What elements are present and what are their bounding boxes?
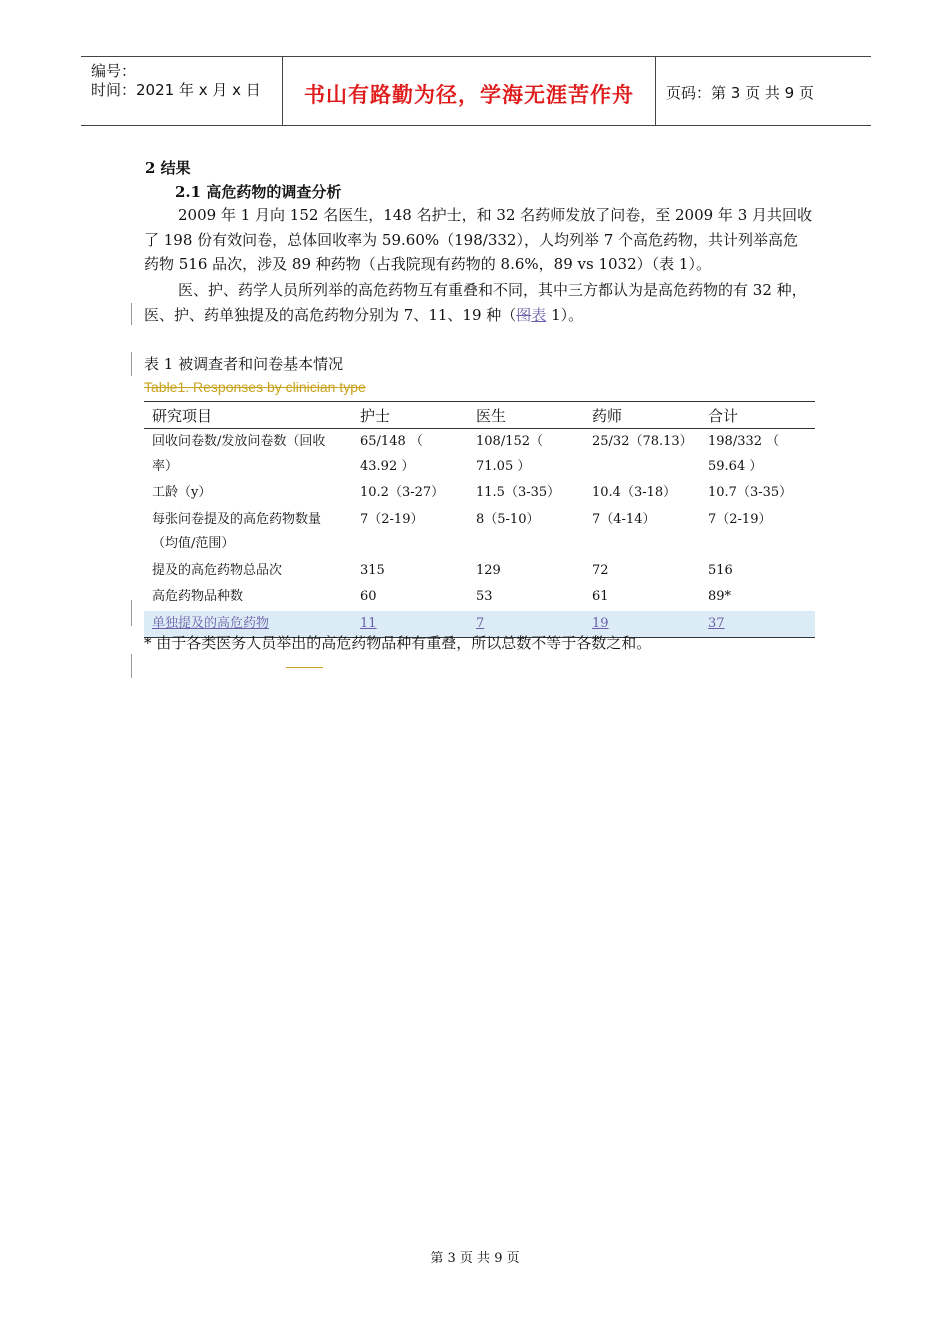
table-cell: 7（4-14） xyxy=(592,511,656,527)
revision-mark xyxy=(286,666,323,668)
change-bar xyxy=(131,303,132,325)
deleted-text: 图 xyxy=(516,305,532,324)
table-caption-english-deleted: Table1. Responses by clinician type xyxy=(144,379,366,395)
paragraph-2 xyxy=(144,278,812,327)
table-cell: 高危药物品种数 xyxy=(152,589,244,604)
table-row xyxy=(144,584,815,611)
table-cell: 89* xyxy=(708,589,732,604)
table-cell: 提及的高危药物总品次 xyxy=(152,562,283,578)
inserted-cell-link[interactable]: 7 xyxy=(476,615,485,631)
table-cell: 65/148 （ 43.92 ） xyxy=(360,434,423,474)
paragraph-1: 2009 年 1 月向 152 名医生，148 名护士，和 32 名药师发放了问卷，至 2009 年 3 月共回收了 198 份有效问卷，总体回收率为 59.60%（198/332），人均列举 7 个高危药物，共计列举高危药物 516 品次，涉及 89 种药物（占我院现有药物的 8.6%，89 vs 1032）（表 1）。 xyxy=(144,206,813,273)
table-cell: 回收问卷数/发放问卷数（回收率） xyxy=(152,434,326,474)
inserted-cell-link[interactable]: 单独提及的高危药物 xyxy=(152,615,270,631)
header-right-cell xyxy=(656,57,871,125)
change-bar xyxy=(131,352,132,376)
table-cell: 10.4（3-18） xyxy=(592,485,677,500)
table-row xyxy=(144,507,815,558)
document-number-label: 编号： xyxy=(91,62,137,80)
table-cell: 61 xyxy=(592,589,609,604)
table-cell: 198/332 （ 59.64 ） xyxy=(708,434,780,474)
table-header-row xyxy=(144,402,815,429)
table-cell: 72 xyxy=(592,562,609,578)
column-header: 药师 xyxy=(584,402,700,429)
table-row xyxy=(144,558,815,585)
header-left-cell xyxy=(81,57,283,125)
inserted-text-link[interactable]: 表 xyxy=(531,305,547,324)
header-motto: 书山有路勤为径，学海无涯苦作舟 xyxy=(304,83,634,107)
table-cell xyxy=(700,611,815,638)
table-row xyxy=(144,429,815,481)
header-page-label: 页码：第 3 页 共 9 页 xyxy=(666,84,814,102)
column-header: 医生 xyxy=(468,402,584,429)
change-bar xyxy=(131,600,132,626)
table-footnote: * 由于各类医务人员举出的高危药物品种有重叠，所以总数不等于各数之和。 xyxy=(144,634,652,652)
table-cell: 10.7（3-35） xyxy=(708,485,793,500)
table-cell: 129 xyxy=(476,562,501,578)
subsection-heading: 2.1 高危药物的调查分析 xyxy=(175,183,342,201)
page-footer: 第 3 页 共 9 页 xyxy=(430,1251,520,1266)
table-cell: 315 xyxy=(360,562,385,578)
paragraph-2-text: 医、护、药学人员所列举的高危药物互有重叠和不同，其中三方都认为是高危药物的有 32 种，医、护、药单独提及的高危药物分别为 7、11、19 种（ xyxy=(144,281,807,324)
table-cell: 8（5-10） xyxy=(476,511,540,527)
column-header: 研究项目 xyxy=(144,402,352,429)
table-cell: 53 xyxy=(476,589,493,604)
inserted-cell-link[interactable]: 11 xyxy=(360,615,377,631)
table-cell: 516 xyxy=(708,562,733,578)
table-cell: 10.2（3-27） xyxy=(360,485,445,500)
table-cell: 7（2-19） xyxy=(708,511,772,527)
results-table xyxy=(144,401,815,638)
column-header: 护士 xyxy=(352,402,468,429)
section-heading: 2 结果 xyxy=(145,159,191,177)
table-cell: 108/152（ 71.05 ） xyxy=(476,434,544,474)
table-cell: 11.5（3-35） xyxy=(476,485,561,500)
header-table xyxy=(81,56,871,126)
table-cell: 工龄（y） xyxy=(152,485,212,500)
inserted-cell-link[interactable]: 19 xyxy=(592,615,609,631)
inserted-cell-link[interactable]: 37 xyxy=(708,615,725,631)
change-bar xyxy=(131,654,132,678)
table-row xyxy=(144,480,815,507)
table-cell: 7（2-19） xyxy=(360,511,424,527)
table-cell: 每张问卷提及的高危药物数量（均值/范围） xyxy=(152,511,322,551)
table-cell: 60 xyxy=(360,589,377,604)
table-cell: 25/32（78.13） xyxy=(592,434,693,449)
header-center-cell xyxy=(283,57,656,125)
document-time-label: 时间：2021 年 x 月 x 日 xyxy=(91,81,261,99)
table-caption: 表 1 被调查者和问卷基本情况 xyxy=(144,355,344,373)
column-header: 合计 xyxy=(700,402,815,429)
paragraph-2-end: 1）。 xyxy=(546,305,584,324)
